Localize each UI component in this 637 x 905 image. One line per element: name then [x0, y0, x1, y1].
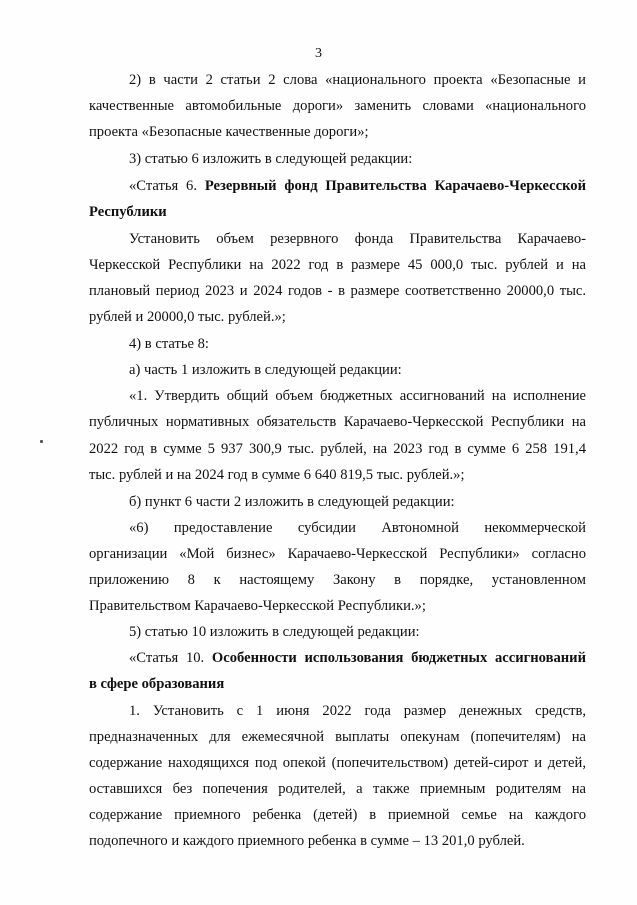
- text-line: проекта «Безопасные качественные дороги»;: [89, 124, 369, 140]
- article-title-continued: в сфере образования: [89, 676, 225, 692]
- scan-mark: [40, 440, 43, 443]
- article-title-continued: Республики: [89, 204, 167, 220]
- text-line: качественные автомобильные дороги» заменить словами «национального: [89, 98, 586, 114]
- text-line: 2022 год в сумме 5 937 300,9 тыс. рублей, на 2023 год в сумме 6 258 191,4: [89, 441, 586, 457]
- text-line: содержание находящихся под опекой (попечительством) детей-сирот и детей,: [89, 755, 586, 771]
- text-line: оставшихся без попечения родителей, а также приемным родителям на: [89, 781, 586, 797]
- text-line: тыс. рублей и на 2024 год в сумме 6 640 819,5 тыс. рублей.»;: [89, 467, 465, 483]
- text-line: 1. Установить с 1 июня 2022 года размер денежных средств,: [129, 703, 586, 719]
- page-number: 3: [315, 46, 322, 61]
- text-line: 2) в части 2 статьи 2 слова «национального проекта «Безопасные и: [129, 72, 586, 88]
- text-line: Черкесской Республики на 2022 год в размере 45 000,0 тыс. рублей и на: [89, 257, 586, 273]
- text-line: «6) предоставление субсидии Автономной некоммерческой: [129, 520, 586, 536]
- text-line: содержание приемного ребенка (детей) в приемной семье на каждого: [89, 807, 586, 823]
- article-heading-line: [129, 649, 586, 667]
- article-heading-line: [129, 177, 586, 195]
- text-line: предназначенных для ежемесячной выплаты опекунам (попечителям) на: [89, 729, 586, 745]
- text-line: 4) в статье 8:: [129, 336, 209, 352]
- article-prefix: «Статья 6.: [129, 178, 205, 194]
- text-line: 3) статью 6 изложить в следующей редакции:: [129, 151, 413, 167]
- text-line: Правительством Карачаево-Черкесской Республики.»;: [89, 598, 426, 614]
- text-line: организации «Мой бизнес» Карачаево-Черкесской Республики» согласно: [89, 546, 586, 562]
- text-line: б) пункт 6 части 2 изложить в следующей редакции:: [129, 494, 455, 510]
- article-prefix: «Статья 10.: [129, 650, 212, 666]
- text-line: приложению 8 к настоящему Закону в порядке, установленном: [89, 572, 586, 588]
- text-line: Установить объем резервного фонда Правительства Карачаево-: [129, 231, 586, 247]
- article-title: Резервный фонд Правительства Карачаево-Черкесской: [204, 178, 586, 194]
- article-title: Особенности использования бюджетных ассигнований: [211, 650, 586, 666]
- text-line: подопечного и каждого приемного ребенка в сумме – 13 201,0 рублей.: [89, 833, 525, 849]
- text-line: рублей и 20000,0 тыс. рублей.»;: [89, 309, 286, 325]
- text-line: публичных нормативных обязательств Карачаево-Черкесской Республики на: [89, 414, 586, 430]
- text-line: а) часть 1 изложить в следующей редакции:: [129, 362, 402, 378]
- text-line: плановый период 2023 и 2024 годов - в размере соответственно 20000,0 тыс.: [89, 283, 586, 299]
- text-line: 5) статью 10 изложить в следующей редакции:: [129, 624, 420, 640]
- text-line: «1. Утвердить общий объем бюджетных ассигнований на исполнение: [129, 388, 586, 404]
